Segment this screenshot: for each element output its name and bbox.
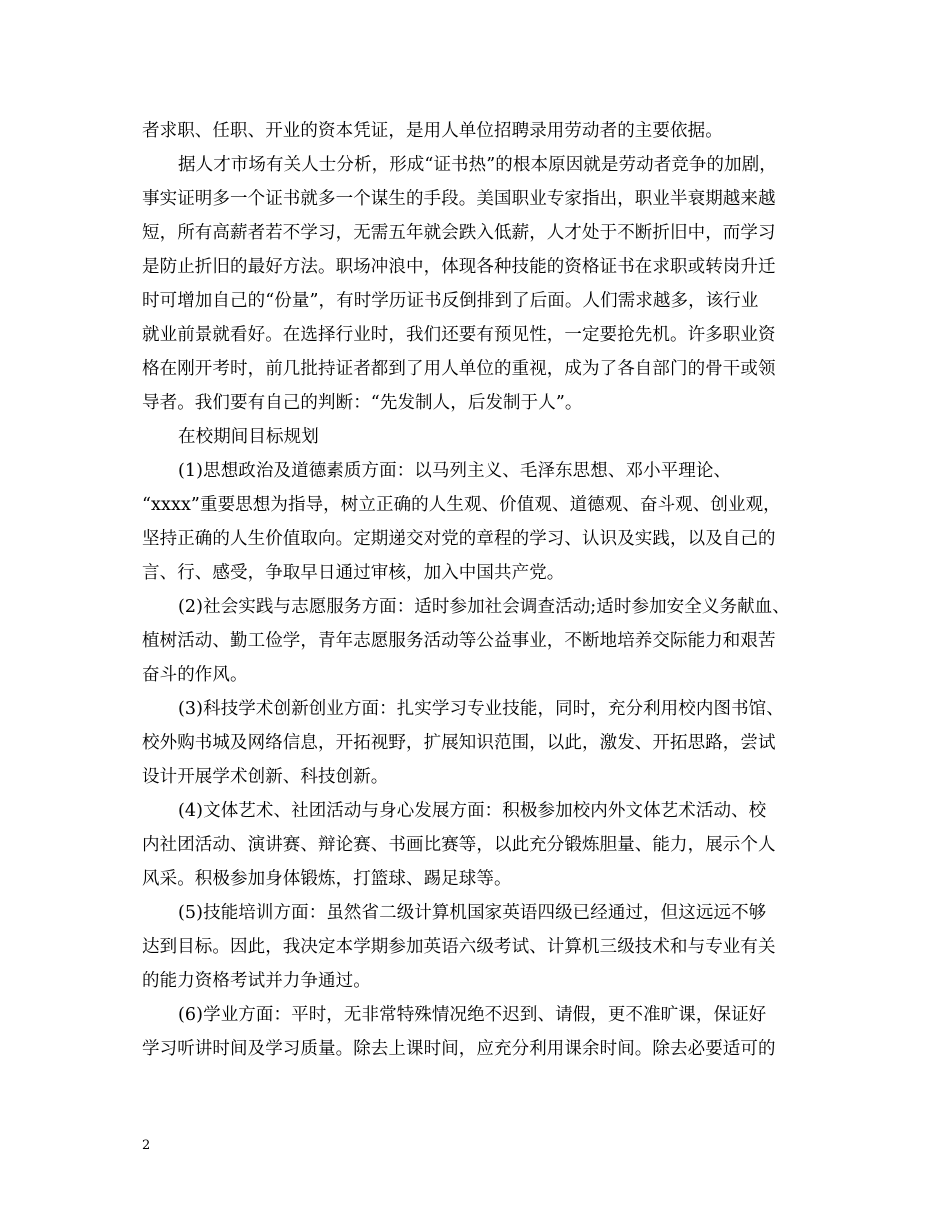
- text-line: 奋斗的作风。: [142, 665, 248, 685]
- text-line: 是防止折旧的最好方法。职场冲浪中，体现各种技能的资格证书在求职或转岗升迁: [142, 257, 776, 277]
- text-line: 者求职、任职、开业的资本凭证，是用人单位招聘录用劳动者的主要依据。: [142, 121, 723, 141]
- text-line: (2)社会实践与志愿服务方面：适时参加社会调查活动;适时参加安全义务献血、: [178, 597, 790, 617]
- text-line: 导者。我们要有自己的判断：“先发制人，后发制于人”。: [142, 393, 583, 413]
- text-line: 内社团活动、演讲赛、辩论赛、书画比赛等，以此充分锻炼胆量、能力，展示个人: [142, 835, 776, 855]
- text-line: 坚持正确的人生价值取向。定期递交对党的章程的学习、认识及实践，以及自己的: [142, 529, 776, 549]
- text-line: 校外购书城及网络信息，开拓视野，扩展知识范围，以此，激发、开拓思路，尝试: [142, 733, 776, 753]
- text-line: 植树活动、勤工俭学，青年志愿服务活动等公益事业，不断地培养交际能力和艰苦: [142, 631, 776, 651]
- text-line: 格在刚开考时，前几批持证者都到了用人单位的重视，成为了各自部门的骨干或领: [142, 359, 776, 379]
- page-number: 2: [142, 1138, 151, 1153]
- text-line: 设计开展学术创新、科技创新。: [142, 767, 389, 787]
- section-heading: 在校期间目标规划: [178, 427, 319, 447]
- text-line: 事实证明多一个证书就多一个谋生的手段。美国职业专家指出，职业半衰期越来越: [142, 189, 776, 209]
- text-line: (1)思想政治及道德素质方面：以马列主义、毛泽东思想、邓小平理论、: [178, 461, 732, 481]
- text-line: 据人才市场有关人士分析，形成“证书热”的根本原因就是劳动者竞争的加剧，: [178, 155, 777, 175]
- text-line: 短，所有高薪者若不学习，无需五年就会跌入低薪，人才处于不断折旧中，而学习: [142, 223, 776, 243]
- text-line: (6)学业方面：平时，无非常特殊情况绝不迟到、请假，更不准旷课，保证好: [178, 1005, 767, 1025]
- text-line: 的能力资格考试并力争通过。: [142, 971, 371, 991]
- text-line: “xxxx”重要思想为指导，树立正确的人生观、价值观、道德观、奋斗观、创业观，: [142, 495, 781, 515]
- text-line: (3)科技学术创新创业方面：扎实学习专业技能，同时，充分利用校内图书馆、: [178, 699, 784, 719]
- text-line: 学习听讲时间及学习质量。除去上课时间，应充分利用课余时间。除去必要适可的: [142, 1039, 776, 1059]
- text-line: 达到目标。因此，我决定本学期参加英语六级考试、计算机三级技术和与专业有关: [142, 937, 776, 957]
- text-line: (4)文体艺术、社团活动与身心发展方面：积极参加校内外文体艺术活动、校: [178, 801, 767, 821]
- text-line: 言、行、感受，争取早日通过审核，加入中国共产党。: [142, 563, 565, 583]
- text-line: 风采。积极参加身体锻炼，打篮球、踢足球等。: [142, 869, 512, 889]
- text-line: (5)技能培训方面：虽然省二级计算机国家英语四级已经通过，但这远远不够: [178, 903, 767, 923]
- text-line: 时可增加自己的“份量”，有时学历证书反倒排到了后面。人们需求越多，该行业: [142, 291, 759, 311]
- text-line: 就业前景就看好。在选择行业时，我们还要有预见性，一定要抢先机。许多职业资: [142, 325, 776, 345]
